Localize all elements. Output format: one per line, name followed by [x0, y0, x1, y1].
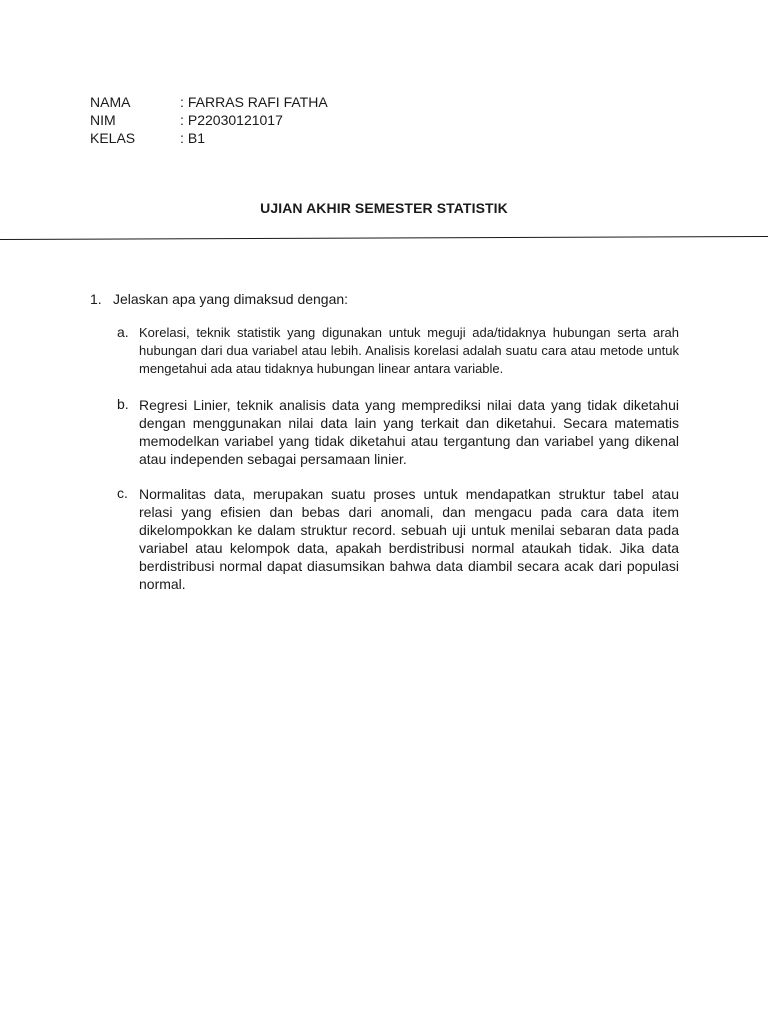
answer-text: Regresi Linier, teknik analisis data yang memprediksi nilai data yang tidak diketahui dengan menggunakan nilai data lain yang terkait dan diketahui. Secara matematis memodelkan variabel yang tidak diketahui atau tergantung dan variabel yang dikenal atau independen sebagai persamaan linier. — [139, 397, 679, 467]
answer-c — [117, 485, 679, 593]
nim-label: NIM — [90, 112, 116, 128]
question-text: Jelaskan apa yang dimaksud dengan: — [113, 291, 349, 307]
answer-letter: c. — [117, 485, 128, 501]
name-separator: : — [180, 94, 184, 110]
nim-separator: : — [180, 112, 184, 128]
question-number: 1. — [90, 291, 102, 307]
answer-text: Normalitas data, merupakan suatu proses untuk mendapatkan struktur tabel atau relasi yang efisien dan bebas dari anomali, dan mengacu pada cara data item dikelompokkan ke dalam struktur record. sebuah uji untuk menilai sebaran data pada variabel atau kelompok data, apakah berdistribusi normal ataukah tidak. Jika data berdistribusi normal dapat diasumsikan bahwa data diambil secara acak dari populasi normal. — [139, 486, 679, 592]
header-row-nim — [90, 111, 328, 129]
answer-text: Korelasi, teknik statistik yang digunakan untuk meguji ada/tidaknya hubungan serta arah hubungan dari dua variabel atau lebih. Analisis korelasi adalah suatu cara atau metode untuk mengetahui ada atau tidaknya hubungan linear antara variable. — [139, 325, 679, 376]
header-row-kelas — [90, 129, 328, 147]
document-title: UJIAN AKHIR SEMESTER STATISTIK — [260, 200, 508, 216]
kelas-label: KELAS — [90, 130, 136, 146]
student-info — [90, 93, 328, 147]
answer-b — [117, 396, 679, 468]
horizontal-rule — [0, 235, 768, 241]
name-value: FARRAS RAFI FATHA — [187, 94, 328, 110]
kelas-value: B1 — [187, 130, 206, 146]
kelas-separator: : — [180, 130, 184, 146]
nim-value: P22030121017 — [187, 112, 283, 128]
question-1 — [90, 290, 680, 308]
answer-letter: b. — [117, 396, 129, 412]
answer-letter: a. — [117, 324, 129, 340]
name-label: NAMA — [90, 94, 131, 110]
answer-a — [117, 324, 679, 378]
header-row-name — [90, 93, 328, 111]
